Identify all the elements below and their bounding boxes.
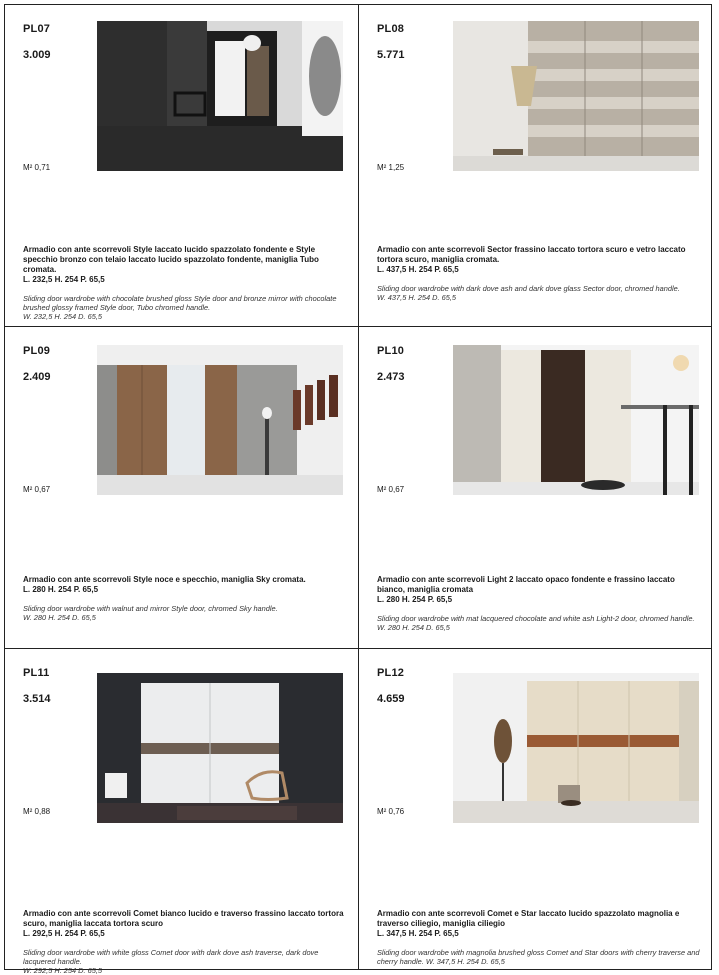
dimensions-en: W. 280 H. 254 D. 65,5 <box>23 613 96 622</box>
dimensions-it: L. 437,5 H. 254 P. 65,5 <box>377 265 459 274</box>
product-photo <box>97 673 343 823</box>
product-photo <box>97 345 343 495</box>
dimensions-it: L. 347,5 H. 254 P. 65,5 <box>377 929 459 938</box>
description-en: Sliding door wardrobe with white gloss Comet door with dark dove ash traverse, dark dove lacquered handle. W. 292,5 H. 254 D. 65,5 <box>23 948 319 975</box>
product-description <box>23 245 348 321</box>
product-photo <box>453 21 699 171</box>
dimensions-en: W. 292,5 H. 254 D. 65,5 <box>23 966 103 975</box>
product-volume: M² 0,88 <box>23 807 51 816</box>
dimensions-en: W. 437,5 H. 254 D. 65,5 <box>377 293 457 302</box>
product-card-pl07 <box>5 5 358 326</box>
description-it: Armadio con ante scorrevoli Style noce e specchio, maniglia Sky cromata. <box>23 575 306 584</box>
product-card-pl12 <box>359 649 712 970</box>
product-card-pl08 <box>359 5 712 326</box>
dimensions-it: L. 280 H. 254 P. 65,5 <box>23 585 99 594</box>
product-photo <box>97 21 343 171</box>
product-description <box>23 575 348 622</box>
description-it: Armadio con ante scorrevoli Sector frassino laccato tortora scuro e vetro laccato tortora scuro, maniglia cromata. <box>377 245 686 264</box>
product-volume: M² 0,67 <box>23 485 51 494</box>
product-description <box>23 909 348 975</box>
description-it: Armadio con ante scorrevoli Style laccato lucido spazzolato fondente e Style specchio bronzo con telaio laccato lucido spazzolato fondente, maniglia Tubo cromata. <box>23 245 319 274</box>
product-code: PL12 <box>377 667 405 679</box>
product-card-pl10 <box>359 327 712 648</box>
product-volume: M² 0,76 <box>377 807 405 816</box>
dimensions-it: L. 292,5 H. 254 P. 65,5 <box>23 929 105 938</box>
product-price: 3.009 <box>23 49 51 61</box>
product-card-pl09 <box>5 327 358 648</box>
product-price: 3.514 <box>23 693 51 705</box>
description-en: Sliding door wardrobe with dark dove ash and dark dove glass Sector door, chromed handle. W. 437,5 H. 254 D. 65,5 <box>377 284 680 302</box>
product-volume: M² 0,67 <box>377 485 405 494</box>
product-description <box>377 245 702 302</box>
product-price: 2.409 <box>23 371 51 383</box>
product-photo <box>453 673 699 823</box>
product-price: 4.659 <box>377 693 405 705</box>
product-volume: M² 1,25 <box>377 163 405 172</box>
description-en: Sliding door wardrobe with magnolia brushed gloss Comet and Star doors with cherry traverse and cherry handle. W. 347,5 H. 254 D. 65,5 <box>377 948 700 966</box>
product-price: 5.771 <box>377 49 405 61</box>
description-it: Armadio con ante scorrevoli Comet bianco lucido e traverso frassino laccato tortora scuro, maniglia laccata tortora scuro <box>23 909 344 928</box>
dimensions-en: W. 280 H. 254 D. 65,5 <box>377 623 450 632</box>
product-code: PL07 <box>23 23 51 35</box>
description-it: Armadio con ante scorrevoli Comet e Star laccato lucido spazzolato magnolia e traverso ciliegio, maniglia ciliegio <box>377 909 680 928</box>
product-price: 2.473 <box>377 371 405 383</box>
description-en: Sliding door wardrobe with walnut and mirror Style door, chromed Sky handle. W. 280 H. 254 D. 65,5 <box>23 604 278 622</box>
description-en: Sliding door wardrobe with mat lacquered chocolate and white ash Light-2 door, chromed handle. W. 280 H. 254 D. 65,5 <box>377 614 695 632</box>
dimensions-en: W. 232,5 H. 254 D. 65,5 <box>23 312 103 321</box>
product-photo <box>453 345 699 495</box>
product-description <box>377 909 702 966</box>
description-it: Armadio con ante scorrevoli Light 2 laccato opaco fondente e frassino laccato bianco, maniglia cromata <box>377 575 675 594</box>
product-code: PL10 <box>377 345 405 357</box>
product-grid <box>4 4 712 975</box>
product-card-pl11 <box>5 649 358 975</box>
product-code: PL11 <box>23 667 50 679</box>
product-code: PL08 <box>377 23 405 35</box>
product-code: PL09 <box>23 345 51 357</box>
dimensions-it: L. 232,5 H. 254 P. 65,5 <box>23 275 105 284</box>
product-description <box>377 575 702 632</box>
description-en: Sliding door wardrobe with chocolate brushed gloss Style door and bronze mirror with chocolate brushed glossy framed Style door, Tubo chromed handle. W. 232,5 H. 254 D. 65,5 <box>23 294 337 321</box>
dimensions-it: L. 280 H. 254 P. 65,5 <box>377 595 453 604</box>
product-volume: M² 0,71 <box>23 163 51 172</box>
